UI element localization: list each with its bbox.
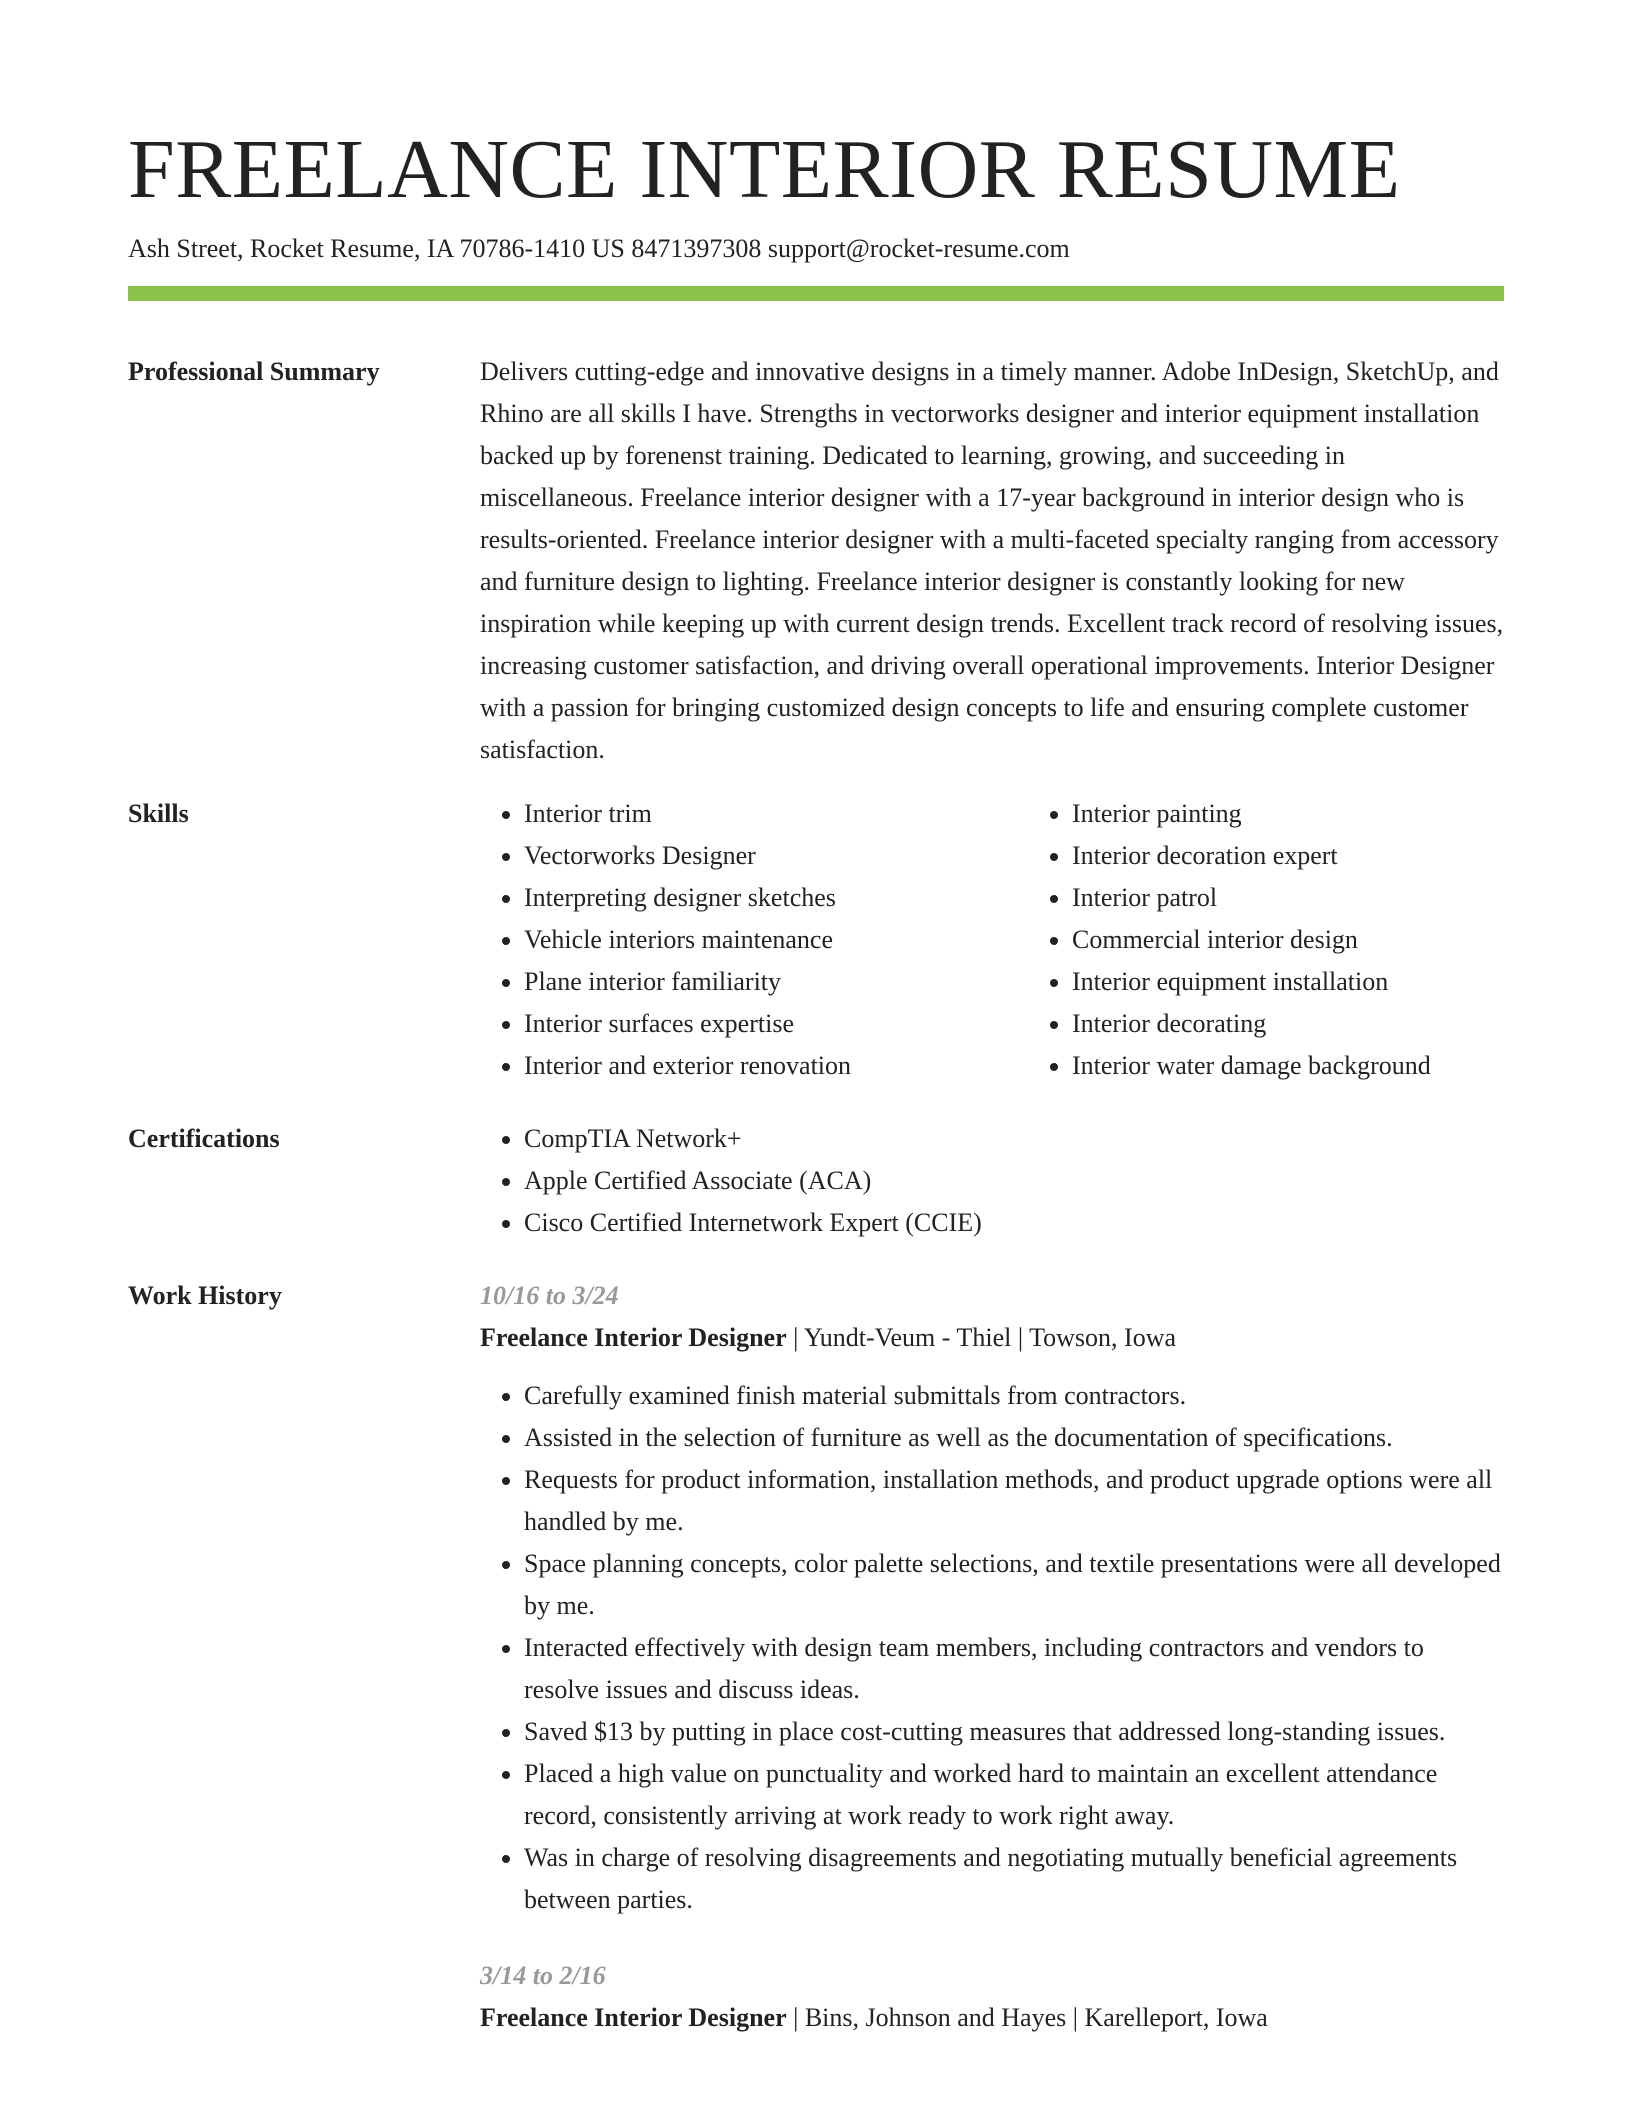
skill-item: • Commercial interior design: [1072, 919, 1572, 961]
job-details: | Bins, Johnson and Hayes | Karelleport, Iowa: [786, 2003, 1268, 2032]
job-dates: 10/16 to 3/24: [480, 1281, 619, 1310]
skills-body: [480, 793, 1572, 1087]
certification-item: • Apple Certified Associate (ACA): [524, 1160, 1504, 1202]
skill-item: • Vectorworks Designer: [524, 835, 1028, 877]
skill-item: • Interior painting: [1072, 793, 1572, 835]
job-title: Freelance Interior Designer: [480, 1323, 787, 1352]
summary-body: [480, 351, 1504, 771]
summary-section: [128, 351, 1504, 771]
resume-page: [128, 120, 1504, 2039]
skill-item: • Interior decoration expert: [1072, 835, 1572, 877]
job-bullet: • Carefully examined finish material submittals from contractors.: [524, 1375, 1504, 1417]
certifications-body: [480, 1118, 1504, 1244]
skill-item: • Interior decorating: [1072, 1003, 1572, 1045]
job-bullet: • Saved $13 by putting in place cost-cutting measures that addressed long-standing issues.: [524, 1711, 1504, 1753]
job-bullet: • Was in charge of resolving disagreements and negotiating mutually beneficial agreements between parties.: [524, 1837, 1504, 1921]
contact-line: Ash Street, Rocket Resume, IA 70786-1410 US 8471397308 support@rocket-resume.com: [128, 234, 1070, 263]
skill-item: • Vehicle interiors maintenance: [524, 919, 1028, 961]
skill-item: • Interpreting designer sketches: [524, 877, 1028, 919]
job-bullet: • Interacted effectively with design team members, including contractors and vendors to resolve issues and discuss ideas.: [524, 1627, 1504, 1711]
skill-item: • Interior trim: [524, 793, 1028, 835]
skills-list-left: [480, 793, 1028, 1087]
job-details: | Yundt-Veum - Thiel | Towson, Iowa: [786, 1323, 1177, 1352]
job-heading: [480, 1997, 1504, 2039]
job-entry: [480, 1955, 1504, 2039]
skill-item: • Interior and exterior renovation: [524, 1045, 1028, 1087]
job-entry: [480, 1275, 1504, 1921]
certifications-section: [128, 1118, 1504, 1244]
skill-item: • Interior equipment installation: [1072, 961, 1572, 1003]
job-heading: [480, 1317, 1504, 1359]
work-history-body: [480, 1275, 1504, 2039]
certifications-list: [480, 1118, 1504, 1244]
skill-item: • Plane interior familiarity: [524, 961, 1028, 1003]
skill-item: • Interior surfaces expertise: [524, 1003, 1028, 1045]
job-bullets: [480, 1375, 1504, 1921]
job-title: Freelance Interior Designer: [480, 2003, 787, 2032]
resume-title: FREELANCE INTERIOR RESUME: [128, 123, 1401, 216]
job-dates: 3/14 to 2/16: [480, 1961, 606, 1990]
skills-heading: Skills: [128, 799, 189, 828]
skills-list-right: [1028, 793, 1572, 1087]
header-divider: [128, 286, 1504, 301]
job-bullet: • Space planning concepts, color palette selections, and textile presentations were all developed by me.: [524, 1543, 1504, 1627]
skill-item: • Interior water damage background: [1072, 1045, 1572, 1087]
skill-item: • Interior patrol: [1072, 877, 1572, 919]
summary-heading: Professional Summary: [128, 357, 380, 386]
summary-text: Delivers cutting-edge and innovative designs in a timely manner. Adobe InDesign, SketchUp, and Rhino are all skills I have. Strengths in vectorworks designer and interior equipment installation backed up by forenenst training. Dedicated to learning, growing, and succeeding in miscellaneous. Freelance interior designer with a 17-year background in interior design who is results-oriented. Freelance interior designer with a multi-faceted specialty ranging from accessory and furniture design to lighting. Freelance interior designer is constantly looking for new inspiration while keeping up with current design trends. Excellent track record of resolving issues, increasing customer satisfaction, and driving overall operational improvements. Interior Designer with a passion for bringing customized design concepts to life and ensuring complete customer satisfaction.: [480, 357, 1504, 764]
certification-item: • CompTIA Network+: [524, 1118, 1504, 1160]
certifications-heading: Certifications: [128, 1124, 280, 1153]
work-history-section: [128, 1275, 1504, 2039]
job-bullet: • Assisted in the selection of furniture as well as the documentation of specifications.: [524, 1417, 1504, 1459]
job-bullet: • Requests for product information, installation methods, and product upgrade options were all handled by me.: [524, 1459, 1504, 1543]
skills-section: [128, 793, 1504, 1087]
certification-item: • Cisco Certified Internetwork Expert (CCIE): [524, 1202, 1504, 1244]
skills-grid: [480, 793, 1572, 1087]
job-bullet: • Placed a high value on punctuality and worked hard to maintain an excellent attendance record, consistently arriving at work ready to work right away.: [524, 1753, 1504, 1837]
work-history-heading: Work History: [128, 1281, 282, 1310]
